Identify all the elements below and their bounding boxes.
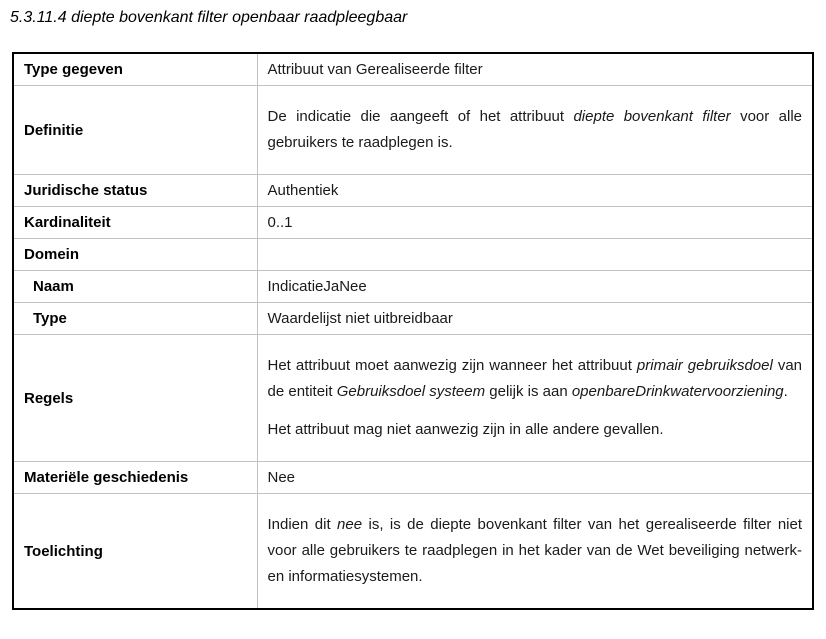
row-label-naam: Naam	[13, 271, 257, 303]
row-label-juridische-status: Juridische status	[13, 175, 257, 207]
row-domein-type	[13, 303, 813, 335]
row-toelichting	[13, 494, 813, 610]
row-label-definitie: Definitie	[13, 86, 257, 175]
row-value-type-gegeven: Attribuut van Gerealiseerde filter	[257, 53, 813, 86]
row-definitie	[13, 86, 813, 175]
row-value-materiele-geschiedenis: Nee	[257, 462, 813, 494]
row-kardinaliteit	[13, 207, 813, 239]
row-label-regels: Regels	[13, 335, 257, 462]
row-materiele-geschiedenis	[13, 462, 813, 494]
row-label-materiele-geschiedenis: Materiële geschiedenis	[13, 462, 257, 494]
row-type-gegeven	[13, 53, 813, 86]
row-value-kardinaliteit: 0..1	[257, 207, 813, 239]
row-value-juridische-status: Authentiek	[257, 175, 813, 207]
row-label-type: Type	[13, 303, 257, 335]
row-label-type-gegeven: Type gegeven	[13, 53, 257, 86]
row-regels	[13, 335, 813, 462]
row-juridische-status	[13, 175, 813, 207]
row-label-kardinaliteit: Kardinaliteit	[13, 207, 257, 239]
row-value-regels: Het attribuut moet aanwezig zijn wanneer het attribuut primair gebruiksdoel van de entiteit Gebruiksdoel systeem gelijk is aan openbareDrinkwatervoorziening. Het attribuut mag niet aanwezig zijn in alle andere gevallen.	[257, 335, 813, 462]
row-domein	[13, 239, 813, 271]
row-label-domein: Domein	[13, 239, 257, 271]
row-value-naam: IndicatieJaNee	[257, 271, 813, 303]
row-value-definitie: De indicatie die aangeeft of het attribuut diepte bovenkant filter voor alle gebruikers te raadplegen is.	[257, 86, 813, 175]
row-value-toelichting: Indien dit nee is, is de diepte bovenkant filter van het gerealiseerde filter niet voor alle gebruikers te raadplegen in het kader van de Wet beveiliging netwerk- en informatiesystemen.	[257, 494, 813, 610]
row-domein-naam	[13, 271, 813, 303]
row-label-toelichting: Toelichting	[13, 494, 257, 610]
row-value-type: Waardelijst niet uitbreidbaar	[257, 303, 813, 335]
section-heading: 5.3.11.4 diepte bovenkant filter openbaar raadpleegbaar	[10, 9, 408, 26]
attribute-definition-table	[12, 52, 814, 610]
row-value-domein	[257, 239, 813, 271]
